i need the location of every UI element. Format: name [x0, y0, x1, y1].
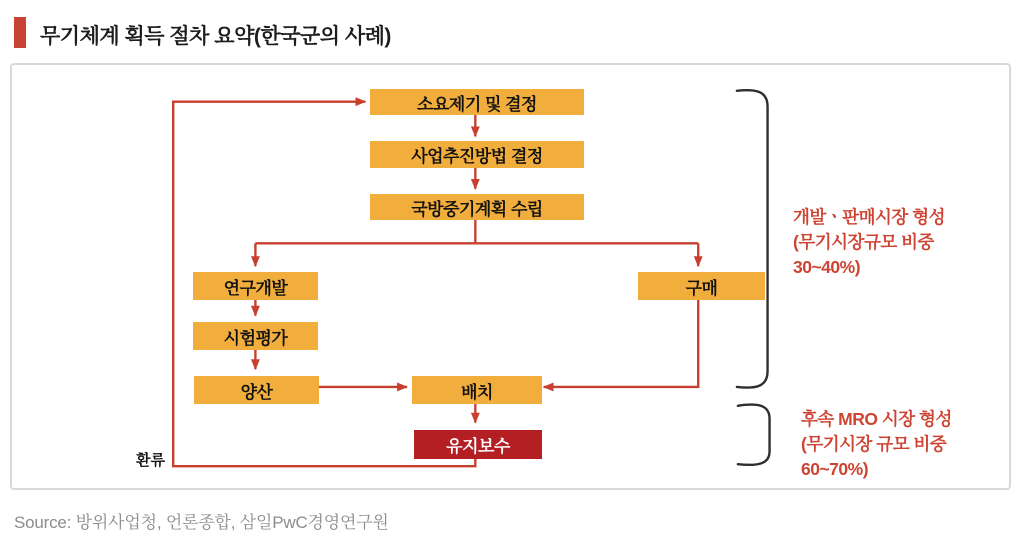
source-citation: Source: 방위사업청, 언론종합, 삼일PwC경영연구원 — [14, 513, 389, 532]
annotation-mro-market — [801, 407, 952, 482]
flowchart-panel — [10, 63, 1011, 490]
flow-node-deployment: 배치 — [412, 376, 542, 404]
feedback-label: 환류 — [136, 452, 165, 469]
annotation-mro-line-3: 60~70%) — [801, 459, 869, 479]
edge-purchase-deploy — [544, 298, 699, 387]
flow-node-purchase: 구매 — [638, 272, 765, 300]
annotation-dev-market — [793, 205, 945, 280]
annotation-dev-line-2: (무기시장규모 비중 — [793, 232, 934, 252]
flow-node-method: 사업추진방법 결정 — [370, 141, 584, 168]
flow-node-need: 소요제기 및 결정 — [370, 89, 584, 115]
flow-node-production: 양산 — [194, 376, 319, 404]
annotation-mro-line-1: 후속 MRO 시장 형성 — [801, 409, 952, 429]
flow-node-test: 시험평가 — [193, 322, 318, 350]
annotation-dev-line-1: 개발ㆍ판매시장 형성 — [793, 207, 946, 227]
page-title: 무기체계 획득 절차 요약(한국군의 사례) — [40, 25, 391, 48]
flow-node-midterm: 국방중기계획 수립 — [370, 194, 584, 220]
bracket-dev-market — [737, 90, 768, 387]
bracket-mro-market — [738, 405, 770, 465]
annotation-mro-line-2: (무기시장 규모 비중 — [801, 434, 947, 454]
flow-node-rnd: 연구개발 — [193, 272, 318, 300]
annotation-dev-line-3: 30~40%) — [793, 257, 861, 277]
flow-node-maintenance: 유지보수 — [414, 430, 542, 459]
title-accent-bar — [14, 17, 26, 48]
